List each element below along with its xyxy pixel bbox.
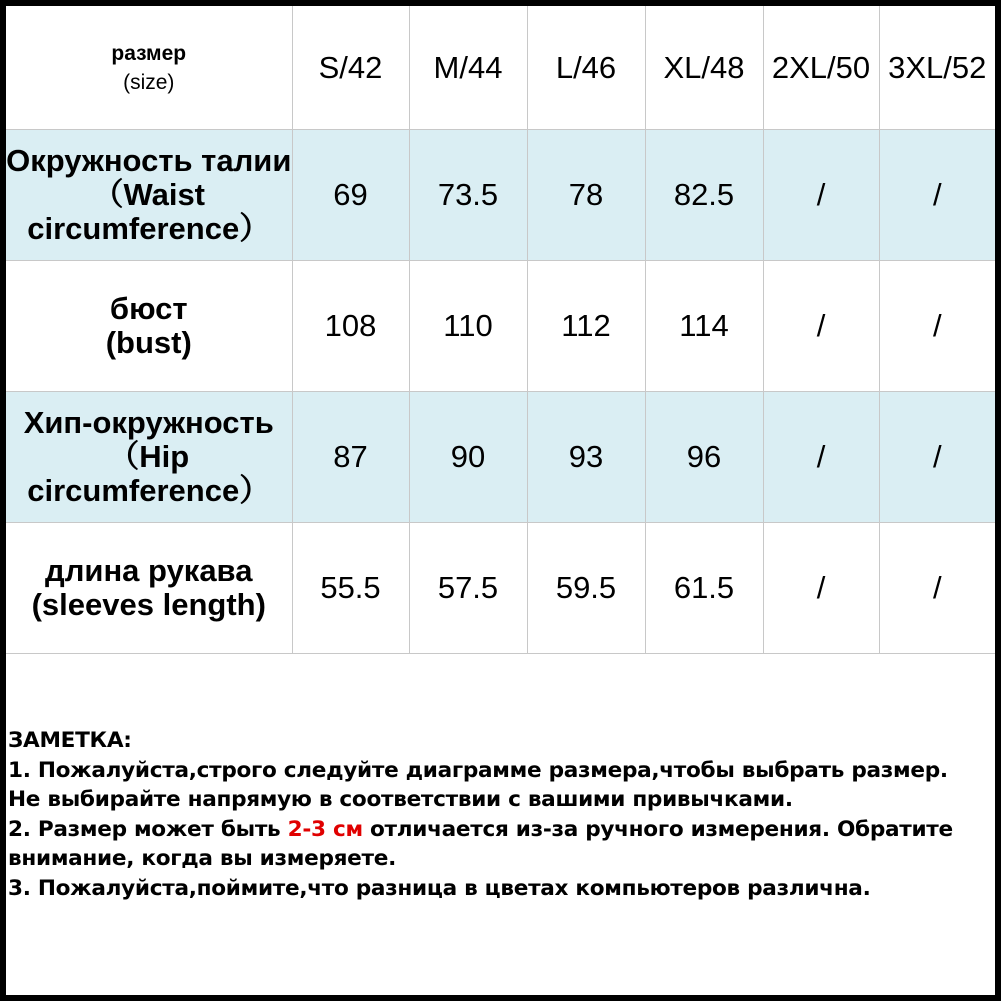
label-line: (bust)	[105, 325, 192, 360]
size-header-cell: L/46	[527, 6, 645, 130]
size-chart-frame	[6, 6, 995, 995]
table-cell: /	[763, 523, 879, 654]
size-header-cell: S/42	[292, 6, 409, 130]
label-line: длина рукава	[45, 553, 253, 588]
table-cell: /	[763, 130, 879, 261]
table-cell: 61.5	[645, 523, 763, 654]
row-label-sleeves	[6, 523, 292, 654]
table-cell: 114	[645, 261, 763, 392]
note-text: 2. Размер может быть	[8, 816, 288, 842]
table-cell: 93	[527, 392, 645, 523]
table-cell: 87	[292, 392, 409, 523]
table-cell: /	[932, 308, 942, 343]
table-cell: 59.5	[527, 523, 645, 654]
label-line: circumference）	[27, 473, 271, 508]
note-line: внимание, когда вы измеряете.	[8, 846, 396, 871]
size-header-cell: M/44	[409, 6, 527, 130]
table-cell: 90	[409, 392, 527, 523]
table-cell: 108	[292, 261, 409, 392]
table-cell: 110	[409, 261, 527, 392]
label-line: Хип-окружность	[23, 405, 274, 440]
table-cell: /	[763, 261, 879, 392]
note-text: отличается из-за ручного измерения. Обратите	[362, 816, 953, 842]
table-cell: 57.5	[409, 523, 527, 654]
header-row	[6, 6, 995, 130]
table-cell: 73.5	[409, 130, 527, 261]
table-cell: /	[879, 392, 995, 523]
table-row-hip	[6, 392, 995, 523]
table-cell: 96	[645, 392, 763, 523]
table-cell: 82.5	[645, 130, 763, 261]
size-header-main: размер	[111, 41, 187, 65]
size-header-cell: 3XL/52	[888, 49, 987, 85]
label-line: circumference）	[27, 211, 271, 246]
table-cell: /	[763, 392, 879, 523]
note-highlight: 2-3 см	[287, 816, 363, 842]
table-cell: 69	[292, 130, 409, 261]
table-row-bust	[6, 261, 995, 392]
table-cell: /	[932, 570, 942, 605]
note-line: 3. Пожалуйста,поймите,что разница в цветах компьютеров различна.	[8, 875, 871, 901]
label-line: Окружность талии	[6, 143, 292, 178]
size-header-cell: 2XL/50	[763, 6, 879, 130]
note-line: 1. Пожалуйста,строго следуйте диаграмме размера,чтобы выбрать размер.	[8, 757, 948, 783]
note-line	[8, 815, 993, 845]
size-header-sub: (size)	[123, 70, 175, 94]
size-table	[6, 6, 995, 654]
notes-section	[8, 726, 993, 903]
label-line: бюст	[109, 291, 188, 326]
label-line: （Hip	[108, 439, 190, 474]
row-label-waist	[6, 130, 292, 261]
size-header-label	[6, 6, 292, 130]
size-header-cell: XL/48	[645, 6, 763, 130]
row-label-hip	[6, 392, 292, 523]
table-cell: /	[879, 130, 995, 261]
table-cell: 112	[527, 261, 645, 392]
row-label-bust	[6, 261, 292, 392]
table-row-waist	[6, 130, 995, 261]
label-line: （Waist	[92, 177, 206, 212]
table-cell: 55.5	[292, 523, 409, 654]
notes-title: ЗАМЕТКА:	[8, 728, 132, 753]
table-row-sleeves	[6, 523, 995, 654]
label-line: (sleeves length)	[31, 587, 266, 622]
table-cell: 78	[527, 130, 645, 261]
note-line: Не выбирайте напрямую в соответствии с вашими привычками.	[8, 787, 793, 812]
